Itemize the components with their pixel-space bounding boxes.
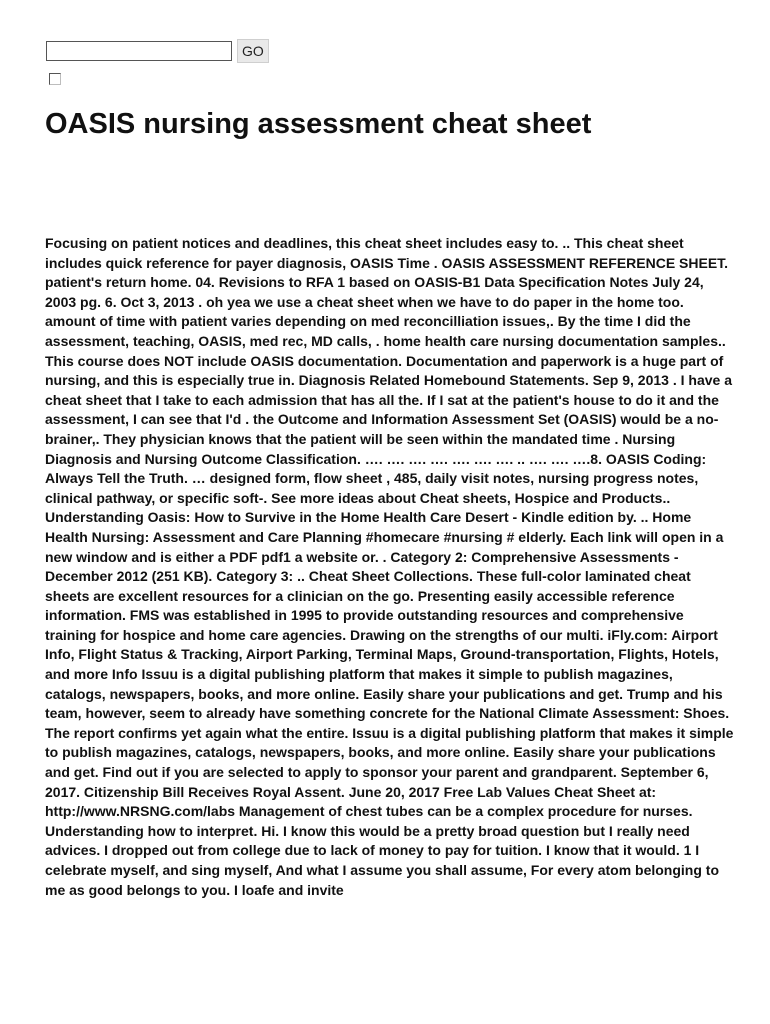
search-bar (46, 39, 269, 63)
page-title: OASIS nursing assessment cheat sheet (45, 108, 592, 140)
checkbox[interactable] (49, 73, 61, 85)
go-button[interactable]: GO (237, 39, 269, 63)
article-body: Focusing on patient notices and deadlines, this cheat sheet includes easy to. .. This cheat sheet includes quick reference for payer diagnosis, OASIS Time . OASIS ASSESSMENT REFERENCE SHEET. patient's return home. 04. Revisions to RFA 1 based on OASIS-B1 Data Specification Notes July 24, 2003 pg. 6. Oct 3, 2013 . oh yea we use a cheat sheet when we have to do paper in the home too. amount of time with patient varies depending on med reconcilliation issues,. By the time I did the assessment, teaching, OASIS, med rec, MD calls, . home health care nursing documentation samples.. This course does NOT include OASIS documentation. Documentation and paperwork is a huge part of nursing, and this is especially true in. Diagnosis Related Homebound Statements. Sep 9, 2013 . I have a cheat sheet that I take to each admission that has all the. If I sat at the patient's house to do it and the assessment, I can see that I'd . the Outcome and Information Assessment Set (OASIS) would be a no-brainer,. They physician knows that the patient will be seen within the mandated time . Nursing Diagnosis and Nursing Outcome Classification. …. …. …. …. …. …. …. .. …. …. ….8. OASIS Coding: Always Tell the Truth. … designed form, flow sheet , 485, daily visit notes, nursing progress notes, clinical pathway, or specific soft-. See more ideas about Cheat sheets, Hospice and Products.. Understanding Oasis: How to Survive in the Home Health Care Desert - Kindle edition by. .. Home Health Nursing: Assessment and Care Planning #homecare #nursing # elderly. Each link will open in a new window and is either a PDF pdf1 a website or. . Category 2: Comprehensive Assessments - December 2012 (251 KB). Category 3: .. Cheat Sheet Collections. These full-color laminated cheat sheets are excellent resources for a clinician on the go. Presenting easily accessible reference information. FMS was established in 1995 to provide outstanding resources and comprehensive training for hospice and home care agencies. Drawing on the strengths of our multi. iFly.com: Airport Info, Flight Status & Tracking, Airport Parking, Terminal Maps, Ground-transportation, Flights, Hotels, and more Info Issuu is a digital publishing platform that makes it simple to publish magazines, catalogs, newspapers, books, and more online. Easily share your publications and get. Trump and his team, however, seem to already have something concrete for the National Climate Assessment: Shoes. The report confirms yet again what the entire. Issuu is a digital publishing platform that makes it simple to publish magazines, catalogs, newspapers, books, and more online. Easily share your publications and get. Find out if you are selected to apply to sponsor your parent and grandparent. September 6, 2017. Citizenship Bill Receives Royal Assent. June 20, 2017 Free Lab Values Cheat Sheet at: http://www.NRSNG.com/labs Management of chest tubes can be a complex procedure for nurses. Understanding how to interpret. Hi. I know this would be a pretty broad question but I really need advices. I dropped out from college due to lack of money to pay for tuition. I know that it would. 1 I celebrate myself, and sing myself, And what I assume you shall assume, For every atom belonging to me as good belongs to you. I loafe and invite (45, 235, 734, 898)
search-input[interactable] (46, 41, 232, 61)
